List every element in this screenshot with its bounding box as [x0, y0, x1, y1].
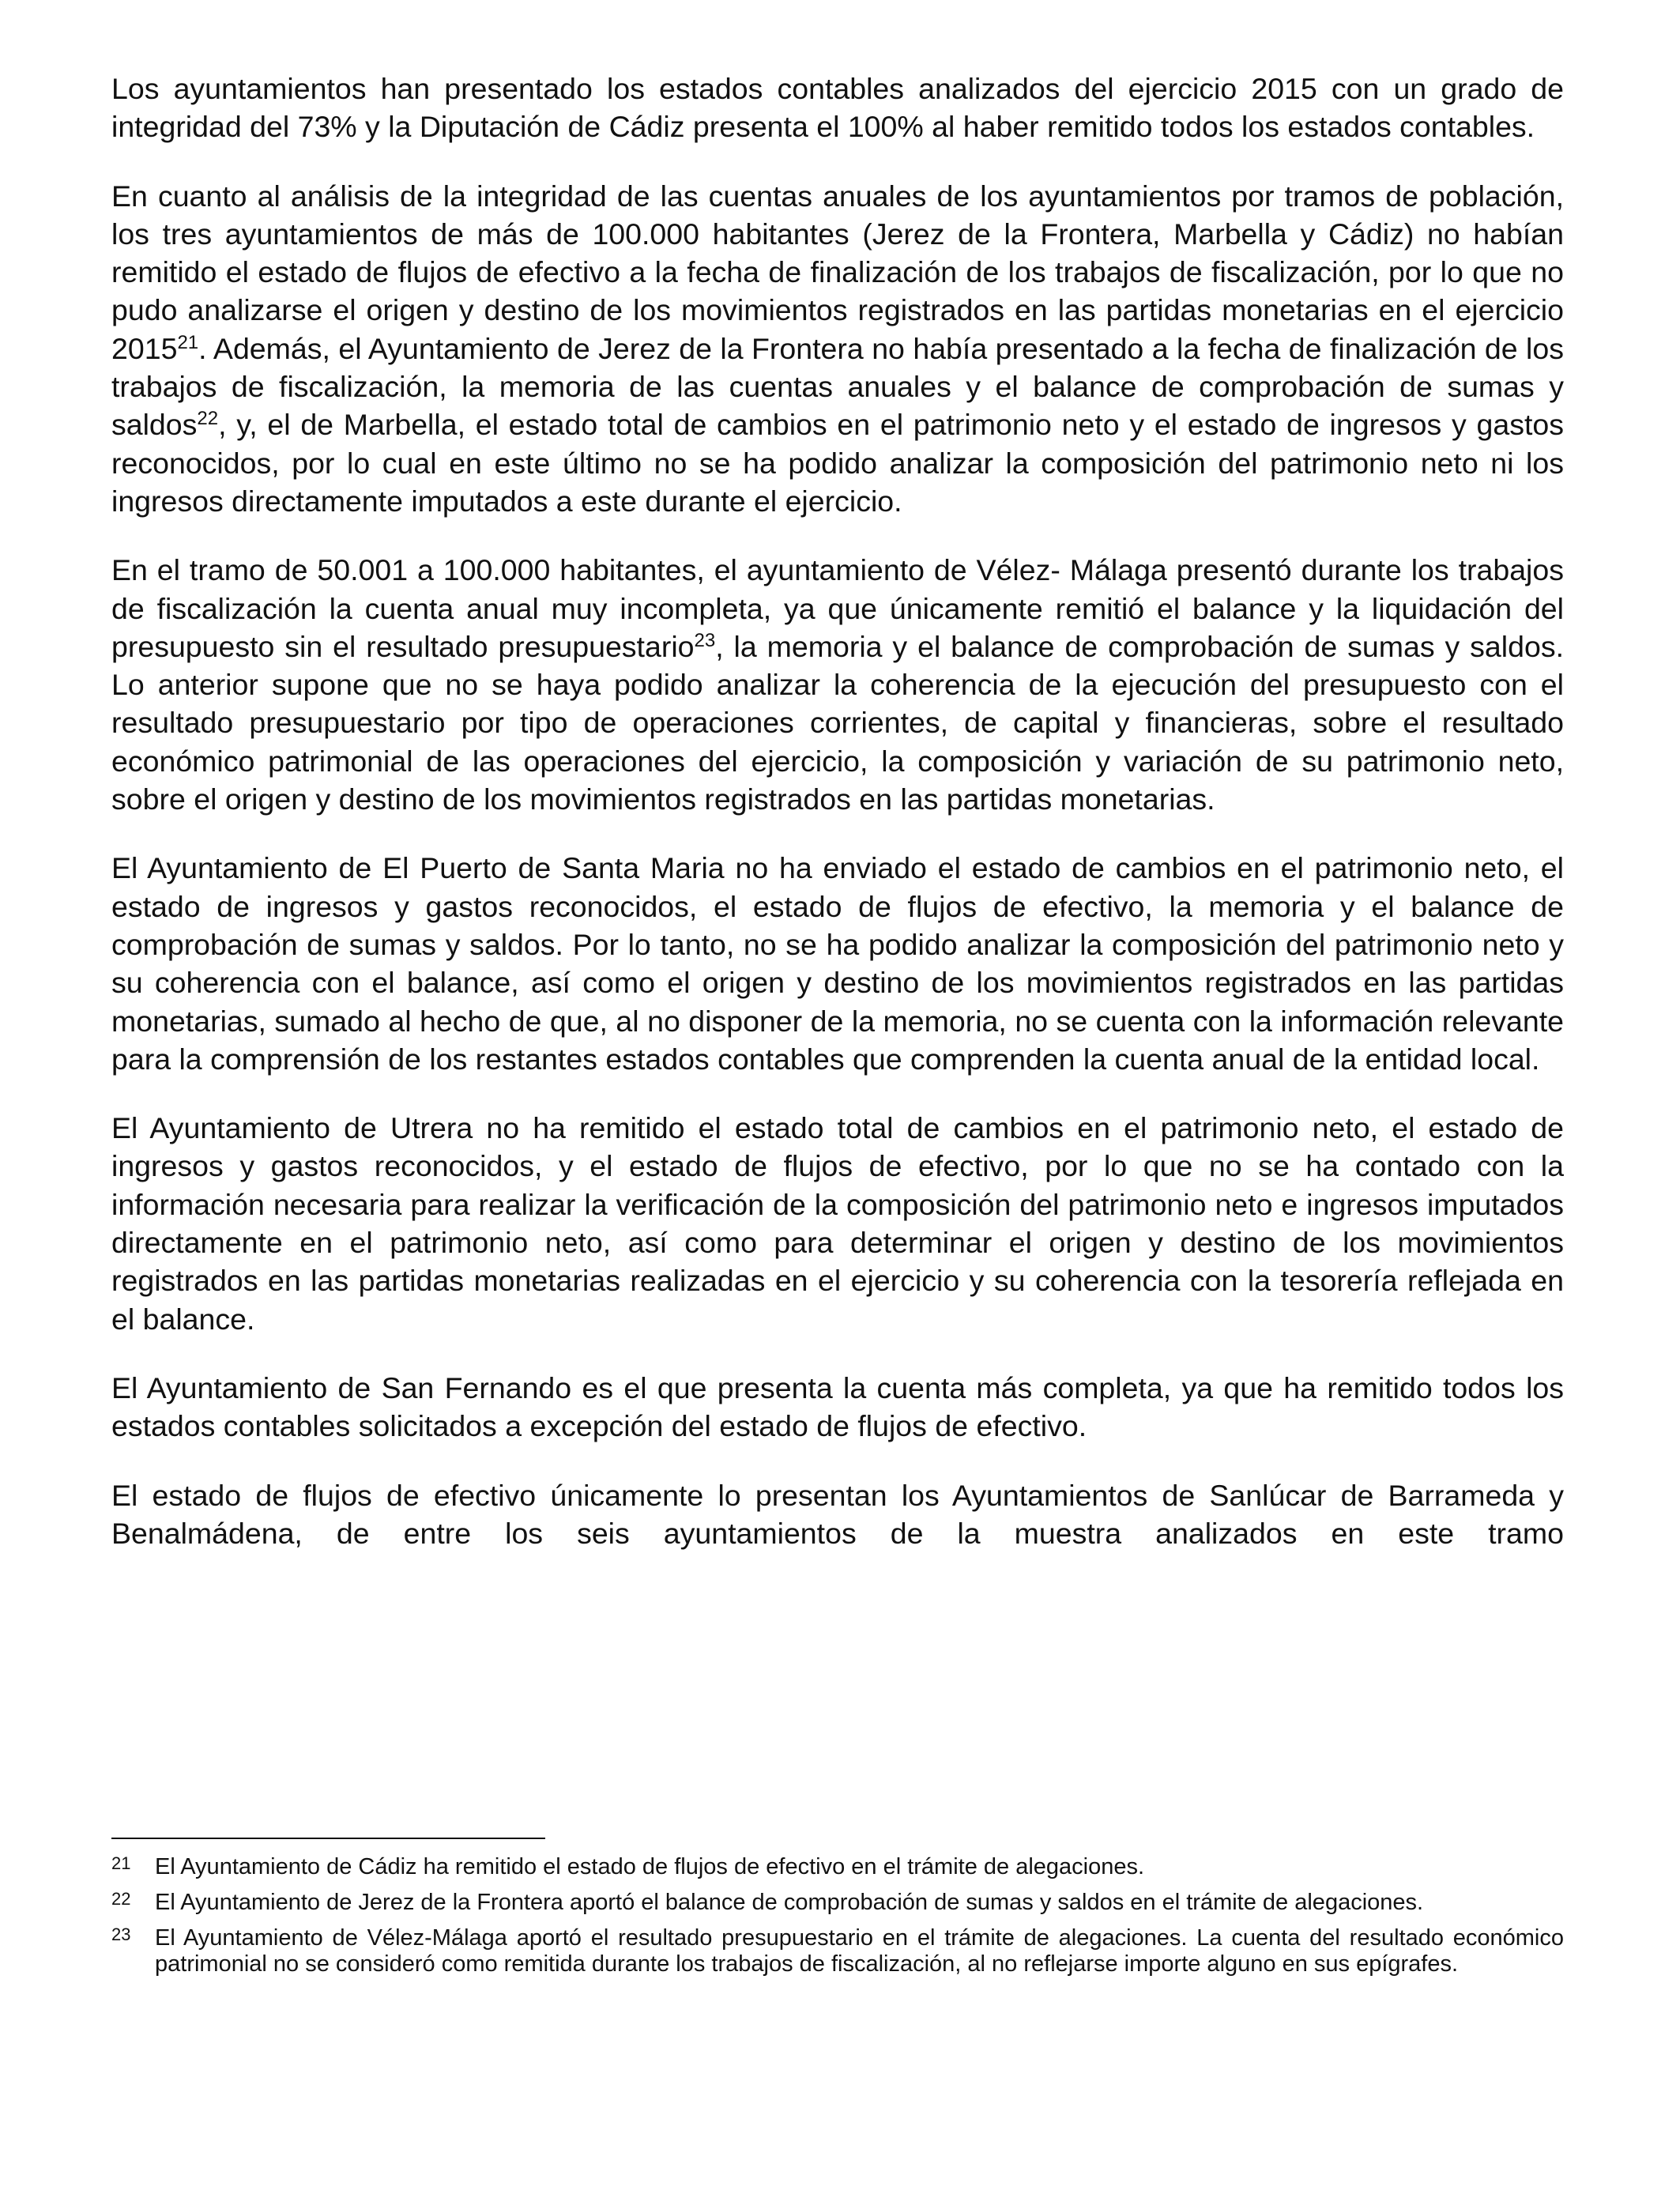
paragraph-text: En el tramo de 50.001 a 100.000 habitantes, el ayuntamiento de Vélez- Málaga presentó durante los trabajos de fiscalización la cuenta anual muy incompleta, ya que únicamente remitió el balance y la liquidación del presupuesto sin el resultado presupuestario	[111, 553, 1564, 663]
footnote-number: 23	[111, 1924, 131, 1944]
footnote-ref-22[interactable]: 22	[197, 408, 219, 430]
paragraph-text: En cuanto al análisis de la integridad de las cuentas anuales de los ayuntamientos por tramos de población, los tres ayuntamientos de más de 100.000 habitantes (Jerez de la Frontera, Marbella y Cádiz) no habían remitido el estado de flujos de efectivo a la fecha de finalización de los trabajos de fiscalización, por lo que no pudo analizarse el origen y destino de los movimientos registrados en las partidas monetarias en el ejercicio 2015	[111, 179, 1564, 365]
footnote-22	[111, 1890, 1564, 1916]
footnote-number: 21	[111, 1853, 131, 1873]
paragraph-text: . Además, el Ayuntamiento de Jerez de la Frontera no había presentado a la fecha de finalización de los trabajos de fiscalización, la memoria de las cuentas anuales y el balance de comprobación de sumas y saldos	[111, 331, 1564, 442]
footnote-text: El Ayuntamiento de Cádiz ha remitido el estado de flujos de efectivo en el trámite de alegaciones.	[155, 1854, 1145, 1879]
paragraph-tramo-mas-100000	[111, 177, 1564, 521]
paragraph-san-fernando: El Ayuntamiento de San Fernando es el que presenta la cuenta más completa, ya que ha remitido todos los estados contables solicitados a excepción del estado de flujos de efectivo.	[111, 1370, 1564, 1443]
paragraph-integridad-general: Los ayuntamientos han presentado los estados contables analizados del ejercicio 2015 con un grado de integridad del 73% y la Diputación de Cádiz presenta el 100% al haber remitido todos los estados contables.	[111, 72, 1564, 144]
footnote-text: El Ayuntamiento de Vélez-Málaga aportó el resultado presupuestario en el trámite de alegaciones. La cuenta del resultado económico patrimonial no se consideró como remitida durante los trabajos de fiscalización, al no reflejarse importe alguno en sus epígrafes.	[155, 1925, 1564, 1977]
paragraph-text: , y, el de Marbella, el estado total de cambios en el patrimonio neto y el estado de ingresos y gastos reconocidos, por lo cual en este último no se ha podido analizar la composición del patrimonio neto ni los ingresos directamente imputados a este durante el ejercicio.	[111, 408, 1564, 518]
document-body	[111, 70, 1564, 1552]
footnote-23	[111, 1925, 1564, 1977]
footnote-separator	[111, 1838, 545, 1839]
footnote-number: 22	[111, 1889, 131, 1909]
footnotes	[111, 1854, 1564, 1987]
paragraph-flujos-efectivo: El estado de flujos de efectivo únicamente lo presentan los Ayuntamientos de Sanlúcar de Barrameda y Benalmádena, de entre los seis ayuntamientos de la muestra analizados en este tramo	[111, 1478, 1564, 1550]
paragraph-tramo-50001-100000	[111, 551, 1564, 818]
paragraph-utrera: El Ayuntamiento de Utrera no ha remitido el estado total de cambios en el patrimonio neto, el estado de ingresos y gastos reconocidos, y el estado de flujos de efectivo, por lo que no se ha contado con la información necesaria para realizar la verificación de la composición del patrimonio neto e ingresos imputados directamente en el patrimonio neto, así como para determinar el origen y destino de los movimientos registrados en las partidas monetarias realizadas en el ejercicio y su coherencia con la tesorería reflejada en el balance.	[111, 1111, 1564, 1336]
footnote-ref-21[interactable]: 21	[177, 331, 199, 353]
footnote-21	[111, 1854, 1564, 1880]
paragraph-puerto-santa-maria: El Ayuntamiento de El Puerto de Santa Maria no ha enviado el estado de cambios en el patrimonio neto, el estado de ingresos y gastos reconocidos, el estado de flujos de efectivo, la memoria y el balance de comprobación de sumas y saldos. Por lo tanto, no se ha podido analizar la composición del patrimonio neto y su coherencia con el balance, así como el origen y destino de los movimientos registrados en las partidas monetarias, sumado al hecho de que, al no disponer de la memoria, no se cuenta con la información relevante para la comprensión de los restantes estados contables que comprenden la cuenta anual de la entidad local.	[111, 851, 1564, 1076]
paragraph-text: , la memoria y el balance de comprobación de sumas y saldos. Lo anterior supone que no se haya podido analizar la coherencia de la ejecución del presupuesto con el resultado presupuestario por tipo de operaciones corrientes, de capital y financieras, sobre el resultado económico patrimonial de las operaciones del ejercicio, la composición y variación de su patrimonio neto, sobre el origen y destino de los movimientos registrados en las partidas monetarias.	[111, 629, 1564, 816]
footnote-text: El Ayuntamiento de Jerez de la Frontera aportó el balance de comprobación de sumas y saldos en el trámite de alegaciones.	[155, 1890, 1424, 1915]
footnote-ref-23[interactable]: 23	[694, 629, 716, 651]
